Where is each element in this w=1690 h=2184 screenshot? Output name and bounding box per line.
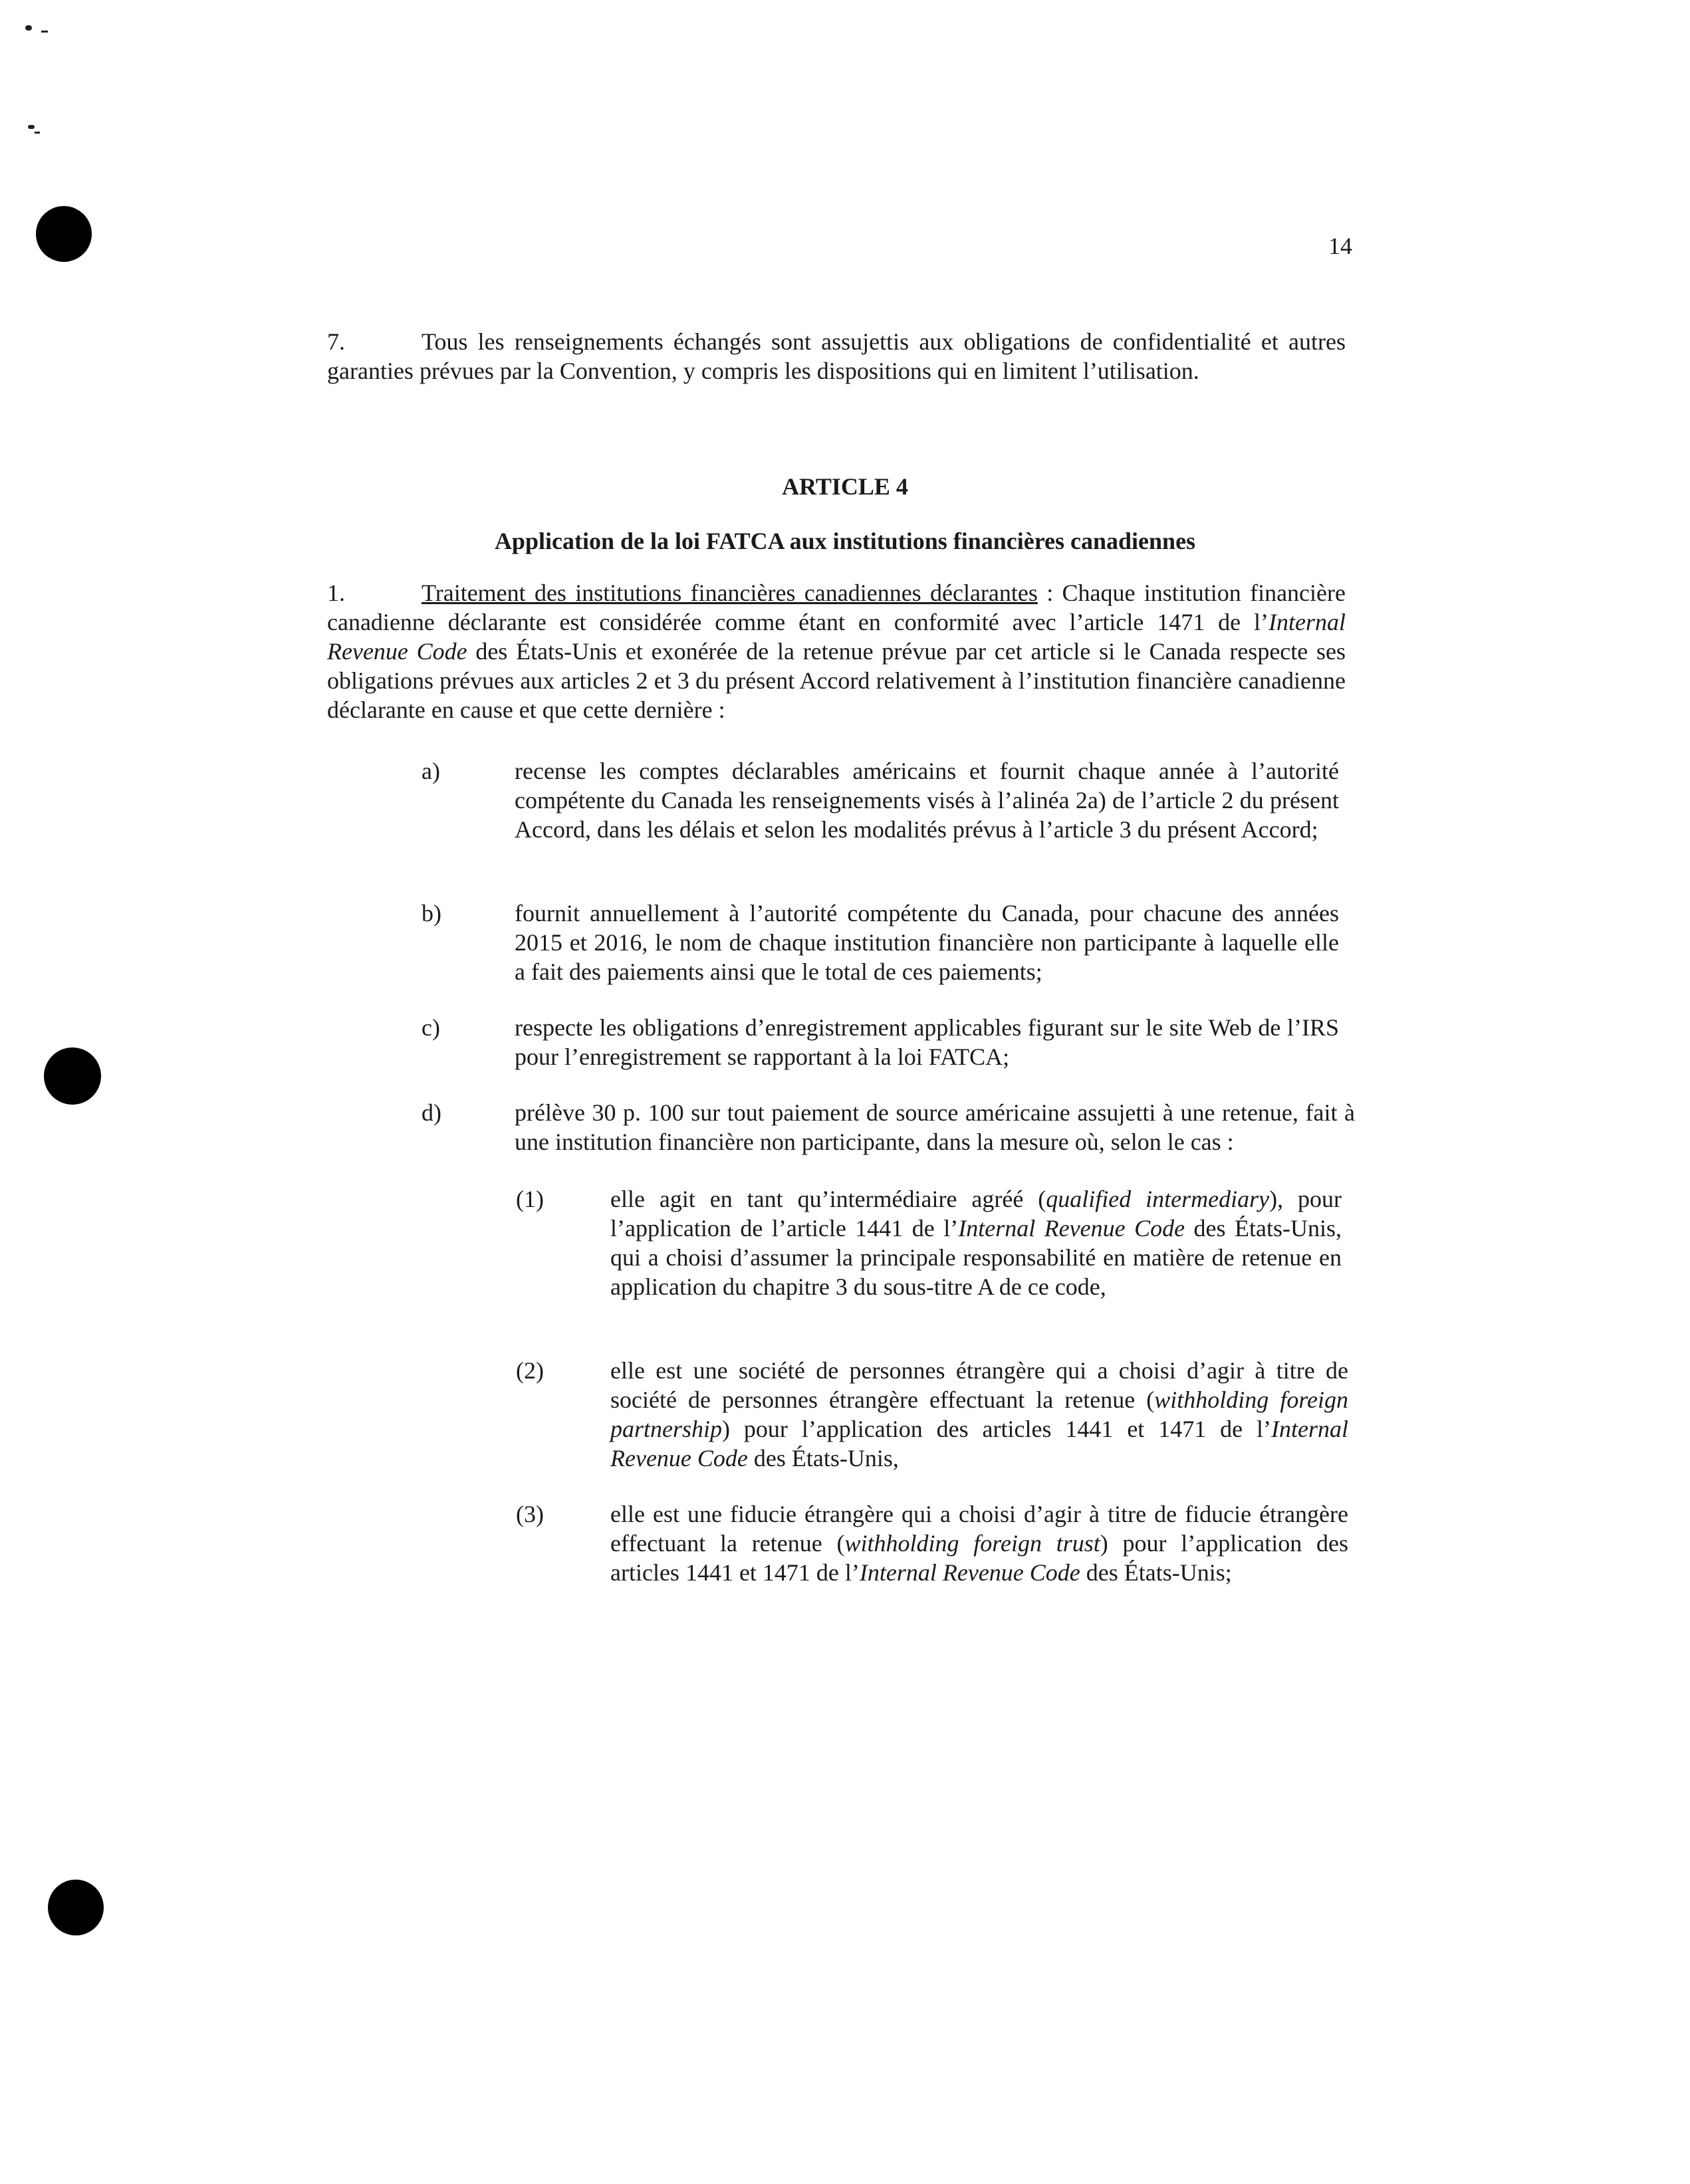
punch-hole-bottom [48,1880,104,1935]
subitem-label-2: (2) [516,1357,544,1384]
scan-speck [41,31,48,33]
irc-title: Internal Revenue Code [958,1215,1185,1242]
italic-term: withholding foreign trust [844,1530,1100,1557]
irc-title: Internal Revenue Code [859,1559,1080,1586]
paragraph-text: Chaque institution financière canadienne déclarante est considérée comme étant en conformité avec l’article 1471 de l’ [327,580,1346,635]
article-title: ARTICLE 4 [782,473,908,500]
subitem-text: ) pour l’application des articles 1441 et 1471 de l’ [722,1416,1272,1442]
subitem-2 [610,1356,1348,1473]
irc-title: Internal Revenue Code [610,1416,1348,1472]
item-label-d: d) [422,1099,441,1126]
subitem-label-3: (3) [516,1501,544,1527]
item-label-b: b) [422,900,441,927]
subitem-label-1: (1) [516,1186,544,1212]
subitem-text: ) pour l’application des articles 1441 et 1471 de l’ [610,1530,1348,1586]
item-b: fournit annuellement à l’autorité compétente du Canada, pour chacune des années 2015 et 2016, le nom de chaque institution financière non participante à laquelle elle a fait des paiements ainsi que le total de ces paiements; [515,900,1339,985]
paragraph-7 [327,327,1346,385]
subitem-text: des États-Unis, [747,1445,899,1472]
item-a: recense les comptes déclarables américains et fournit chaque année à l’autorité compétente du Canada les renseignements visés à l’alinéa 2a) de l’article 2 du présent Accord, dans les délais et selon les modalités prévus à l’article 3 du présent Accord; [515,758,1339,843]
punch-hole-middle [44,1047,101,1105]
paragraph-number: 7. [327,328,345,355]
paragraph-text: des États-Unis et exonérée de la retenue prévue par cet article si le Canada respecte ses obligations prévues aux articles 2 et 3 du présent Accord relativement à l’institution financière canadienne déclarante en cause et que cette dernière : [327,638,1346,723]
item-label-a: a) [422,758,440,784]
item-d: prélève 30 p. 100 sur tout paiement de source américaine assujetti à une retenue, fait à une institution financière non participante, dans la mesure où, selon le cas : [515,1099,1355,1155]
subitem-text: elle agit en tant qu’intermédiaire agréé ( [610,1186,1046,1212]
paragraph-text: Tous les renseignements échangés sont assujettis aux obligations de confidentialité et autres garanties prévues par la Convention, y compris les dispositions qui en limitent l’utilisation. [327,328,1346,384]
scan-speck [25,25,32,31]
irc-title: Internal Revenue Code [327,609,1346,665]
page-number: 14 [1328,233,1352,259]
paragraph-heading: Traitement des institutions financières canadiennes déclarantes [422,580,1038,606]
subitem-1 [610,1184,1342,1301]
scan-speck [28,125,35,129]
paragraph-number: 1. [327,580,345,606]
italic-term: qualified intermediary [1046,1186,1270,1212]
subitem-text: des États-Unis; [1080,1559,1232,1586]
subitem-text: des États-Unis, qui a choisi d’assumer la principale responsabilité en matière de retenue en application du chapitre 3 du sous-titre A de ce code, [610,1215,1342,1300]
item-c: respecte les obligations d’enregistrement applicables figurant sur le site Web de l’IRS pour l’enregistrement se rapportant à la loi FATCA; [515,1014,1339,1070]
scan-speck [35,132,40,134]
subitem-3 [610,1499,1348,1587]
subitem-text: elle est une fiducie étrangère qui a choisi d’agir à titre de fiducie étrangère effectuant la retenue ( [610,1501,1348,1557]
punch-hole-top [36,206,92,262]
item-label-c: c) [422,1014,440,1041]
article-subtitle: Application de la loi FATCA aux institutions financières canadiennes [494,528,1196,554]
subitem-text: elle est une société de personnes étrangère qui a choisi d’agir à titre de société de personnes étrangère effectuant la retenue ( [610,1357,1348,1413]
subitem-text: ), pour l’application de l’article 1441 de l’ [610,1186,1342,1242]
italic-term: withholding foreign partnership [610,1386,1348,1442]
paragraph-1 [327,578,1346,724]
heading-colon: : [1037,580,1062,606]
